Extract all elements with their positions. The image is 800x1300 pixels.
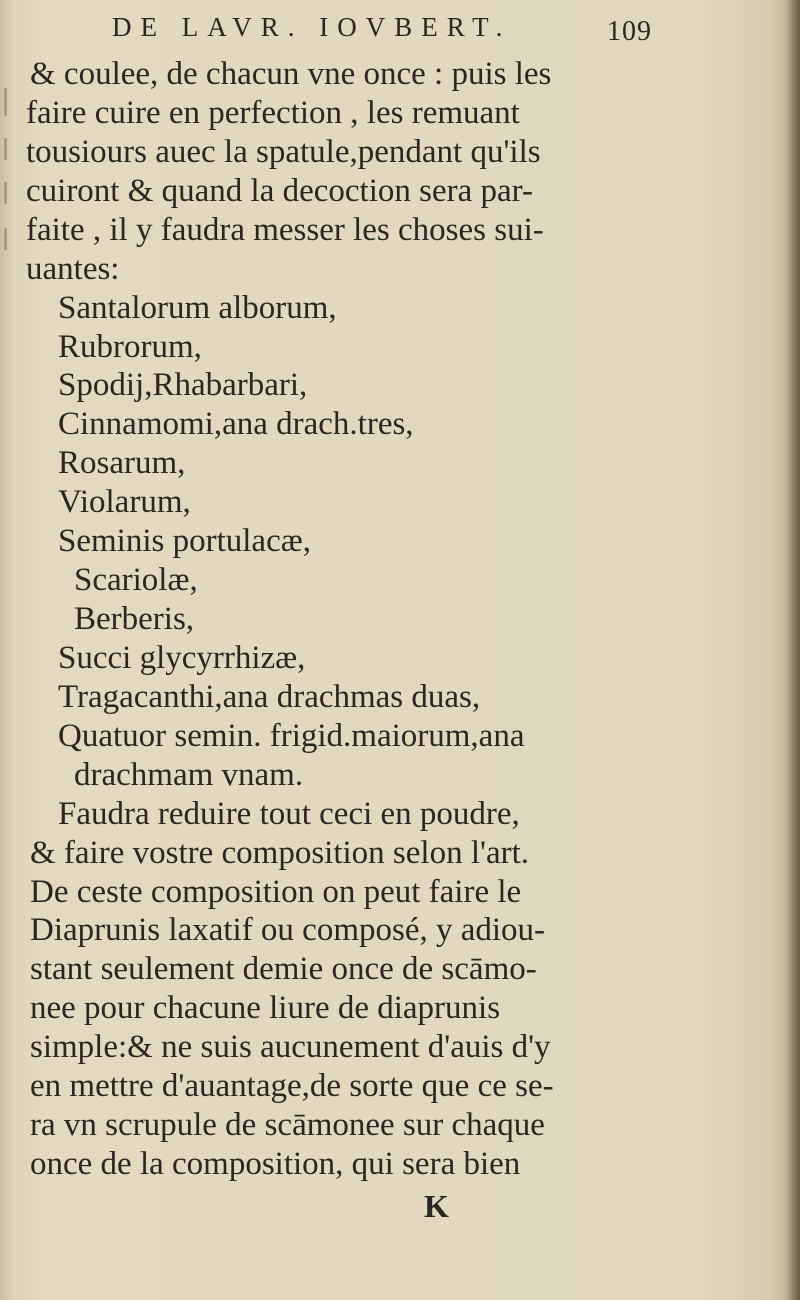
page-number: 109 [607,16,652,47]
catchword: K [424,1188,449,1224]
ingredient-line: Quatuor semin. frigid.maiorum,ana [58,717,525,754]
running-head: DE LAVR. IOVBERT. [112,12,512,42]
body-line: cuiront & quand la decoction sera par- [26,172,533,209]
body-line: uantes: [26,250,120,287]
body-line: faire cuire en perfection , les remuant [26,94,520,131]
body-line: tousiours auec la spatule,pendant qu'ils [26,133,541,170]
margin-mark [4,138,7,160]
ingredient-line: Rubrorum, [58,328,202,365]
ingredient-line: Rosarum, [58,445,186,482]
body-line: nee pour chacune liure de diaprunis [30,990,501,1027]
ingredient-line: Violarum, [58,484,191,521]
ingredient-line: Scariolæ, [74,562,198,599]
body-line: faite , il y faudra messer les choses sui- [26,211,544,248]
body-line: en mettre d'auantage,de sorte que ce se- [30,1068,554,1105]
ingredient-line: drachmam vnam. [74,756,304,793]
body-line: simple:& ne suis aucunement d'auis d'y [30,1029,551,1066]
ingredient-line: Santalorum alborum, [58,289,337,326]
ingredient-line: Succi glycyrrhizæ, [58,639,306,676]
book-spine-shadow [786,0,800,1300]
body-line: once de la composition, qui sera bien [30,1146,521,1182]
ingredient-line: Spodij,Rhabarbari, [58,367,308,404]
ingredient-line: Cinnamomi,ana drach.tres, [58,406,414,443]
body-line: stant seulement demie once de scāmo- [30,951,537,988]
body-line: ra vn scrupule de scāmonee sur chaque [30,1107,545,1144]
body-line: & faire vostre composition selon l'art. [30,834,529,871]
body-line: Diaprunis laxatif ou composé, y adiou- [30,912,546,949]
body-line: Faudra reduire tout ceci en poudre, [58,795,520,832]
ingredient-line: Seminis portulacæ, [58,523,311,560]
margin-mark [4,228,7,250]
page-header [112,12,652,52]
body-line: De ceste composition on peut faire le [30,873,522,910]
margin-mark [4,88,7,116]
margin-mark [4,182,7,204]
body-line: & coulee, de chacun vne once : puis les [30,56,552,92]
ingredient-line: Berberis, [74,601,195,637]
ingredient-line: Tragacanthi,ana drachmas duas, [58,678,481,715]
